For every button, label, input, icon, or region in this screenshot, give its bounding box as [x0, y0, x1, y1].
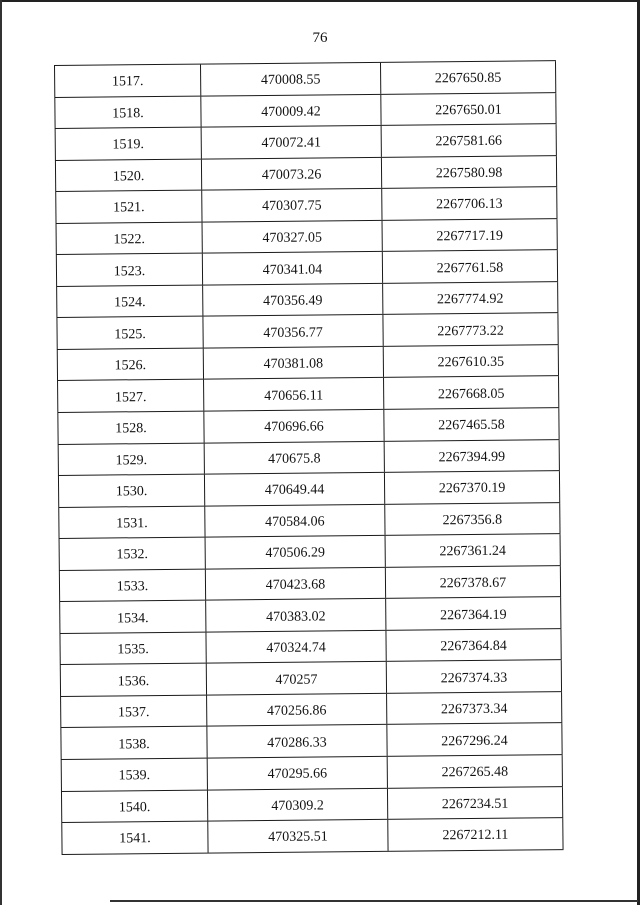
x-coordinate-cell: 470675.8 — [204, 441, 384, 473]
y-coordinate-cell: 2267364.84 — [385, 629, 561, 661]
x-coordinate-cell: 470009.42 — [200, 94, 380, 126]
table-row — [54, 60, 556, 96]
y-coordinate-cell: 2267580.98 — [381, 156, 557, 188]
table-row — [58, 439, 560, 475]
table-row — [61, 786, 563, 822]
table-row — [61, 754, 563, 790]
point-number-cell: 1539. — [61, 759, 207, 791]
x-coordinate-cell: 470008.55 — [200, 63, 380, 95]
point-number-cell: 1530. — [58, 475, 204, 507]
table-row — [57, 407, 559, 443]
point-number-cell: 1535. — [59, 632, 205, 664]
point-number-cell: 1526. — [57, 349, 203, 381]
table-row — [59, 533, 561, 569]
point-number-cell: 1527. — [57, 380, 203, 412]
table-row — [60, 660, 562, 696]
y-coordinate-cell: 2267373.34 — [386, 692, 562, 724]
x-coordinate-cell: 470341.04 — [202, 252, 382, 284]
y-coordinate-cell: 2267465.58 — [383, 408, 559, 440]
table-row — [56, 313, 558, 349]
y-coordinate-cell: 2267773.22 — [382, 314, 558, 346]
table-row — [60, 691, 562, 727]
x-coordinate-cell: 470383.02 — [205, 599, 385, 631]
table-row — [56, 281, 558, 317]
table-row — [56, 218, 558, 254]
point-number-cell: 1525. — [56, 317, 202, 349]
point-number-cell: 1536. — [60, 664, 206, 696]
x-coordinate-cell: 470073.26 — [201, 158, 381, 190]
y-coordinate-cell: 2267296.24 — [386, 724, 562, 756]
point-number-cell: 1537. — [60, 696, 206, 728]
y-coordinate-cell: 2267581.66 — [381, 124, 557, 156]
x-coordinate-cell: 470286.33 — [206, 725, 386, 757]
y-coordinate-cell: 2267212.11 — [387, 818, 563, 850]
coordinate-table — [54, 60, 564, 854]
y-coordinate-cell: 2267370.19 — [384, 471, 560, 503]
scan-border-bottom — [110, 900, 638, 902]
y-coordinate-cell: 2267361.24 — [385, 534, 561, 566]
point-number-cell: 1521. — [55, 191, 201, 223]
x-coordinate-cell: 470423.68 — [205, 568, 385, 600]
x-coordinate-cell: 470506.29 — [205, 536, 385, 568]
point-number-cell: 1532. — [59, 538, 205, 570]
scan-border-top — [0, 0, 640, 2]
y-coordinate-cell: 2267717.19 — [382, 219, 558, 251]
point-number-cell: 1529. — [58, 443, 204, 475]
y-coordinate-cell: 2267374.33 — [386, 661, 562, 693]
x-coordinate-cell: 470381.08 — [203, 347, 383, 379]
point-number-cell: 1534. — [59, 601, 205, 633]
table-row — [59, 596, 561, 632]
x-coordinate-cell: 470584.06 — [204, 505, 384, 537]
x-coordinate-cell: 470356.49 — [202, 284, 382, 316]
table-row — [57, 344, 559, 380]
y-coordinate-cell: 2267706.13 — [381, 187, 557, 219]
y-coordinate-cell: 2267610.35 — [383, 345, 559, 377]
x-coordinate-cell: 470072.41 — [201, 126, 381, 158]
point-number-cell: 1520. — [55, 159, 201, 191]
table-row — [59, 628, 561, 664]
page-number: 76 — [312, 30, 328, 46]
table-row — [55, 186, 557, 222]
x-coordinate-cell: 470307.75 — [201, 189, 381, 221]
table-row — [58, 470, 560, 506]
table-row — [56, 249, 558, 285]
y-coordinate-cell: 2267761.58 — [382, 250, 558, 282]
y-coordinate-cell: 2267650.85 — [380, 61, 556, 93]
x-coordinate-cell: 470324.74 — [205, 631, 385, 663]
x-coordinate-cell: 470309.2 — [207, 788, 387, 820]
point-number-cell: 1523. — [56, 254, 202, 286]
point-number-cell: 1540. — [61, 790, 207, 822]
point-number-cell: 1541. — [61, 822, 207, 854]
point-number-cell: 1518. — [54, 96, 200, 128]
y-coordinate-cell: 2267364.19 — [385, 597, 561, 629]
y-coordinate-cell: 2267394.99 — [384, 440, 560, 472]
x-coordinate-cell: 470256.86 — [206, 694, 386, 726]
table-row — [60, 723, 562, 759]
point-number-cell: 1522. — [56, 222, 202, 254]
table-row — [59, 565, 561, 601]
x-coordinate-cell: 470696.66 — [203, 410, 383, 442]
table-row — [54, 92, 556, 128]
y-coordinate-cell: 2267668.05 — [383, 377, 559, 409]
point-number-cell: 1538. — [60, 727, 206, 759]
point-number-cell: 1519. — [55, 128, 201, 160]
point-number-cell: 1517. — [54, 65, 200, 97]
x-coordinate-cell: 470327.05 — [202, 221, 382, 253]
point-number-cell: 1528. — [57, 412, 203, 444]
x-coordinate-cell: 470649.44 — [204, 473, 384, 505]
y-coordinate-cell: 2267234.51 — [387, 787, 563, 819]
x-coordinate-cell: 470295.66 — [207, 757, 387, 789]
table-row — [57, 376, 559, 412]
x-coordinate-cell: 470356.77 — [202, 315, 382, 347]
y-coordinate-cell: 2267356.8 — [384, 503, 560, 535]
table-row — [55, 123, 557, 159]
y-coordinate-cell: 2267650.01 — [380, 93, 556, 125]
y-coordinate-cell: 2267378.67 — [385, 566, 561, 598]
x-coordinate-cell: 470656.11 — [203, 378, 383, 410]
y-coordinate-cell: 2267265.48 — [387, 755, 563, 787]
point-number-cell: 1531. — [58, 506, 204, 538]
point-number-cell: 1524. — [56, 285, 202, 317]
table-row — [61, 817, 563, 854]
y-coordinate-cell: 2267774.92 — [382, 282, 558, 314]
point-number-cell: 1533. — [59, 569, 205, 601]
x-coordinate-cell: 470325.51 — [207, 820, 387, 852]
table-row — [55, 155, 557, 191]
scan-border-left — [0, 0, 2, 905]
table-row — [58, 502, 560, 538]
x-coordinate-cell: 470257 — [206, 662, 386, 694]
